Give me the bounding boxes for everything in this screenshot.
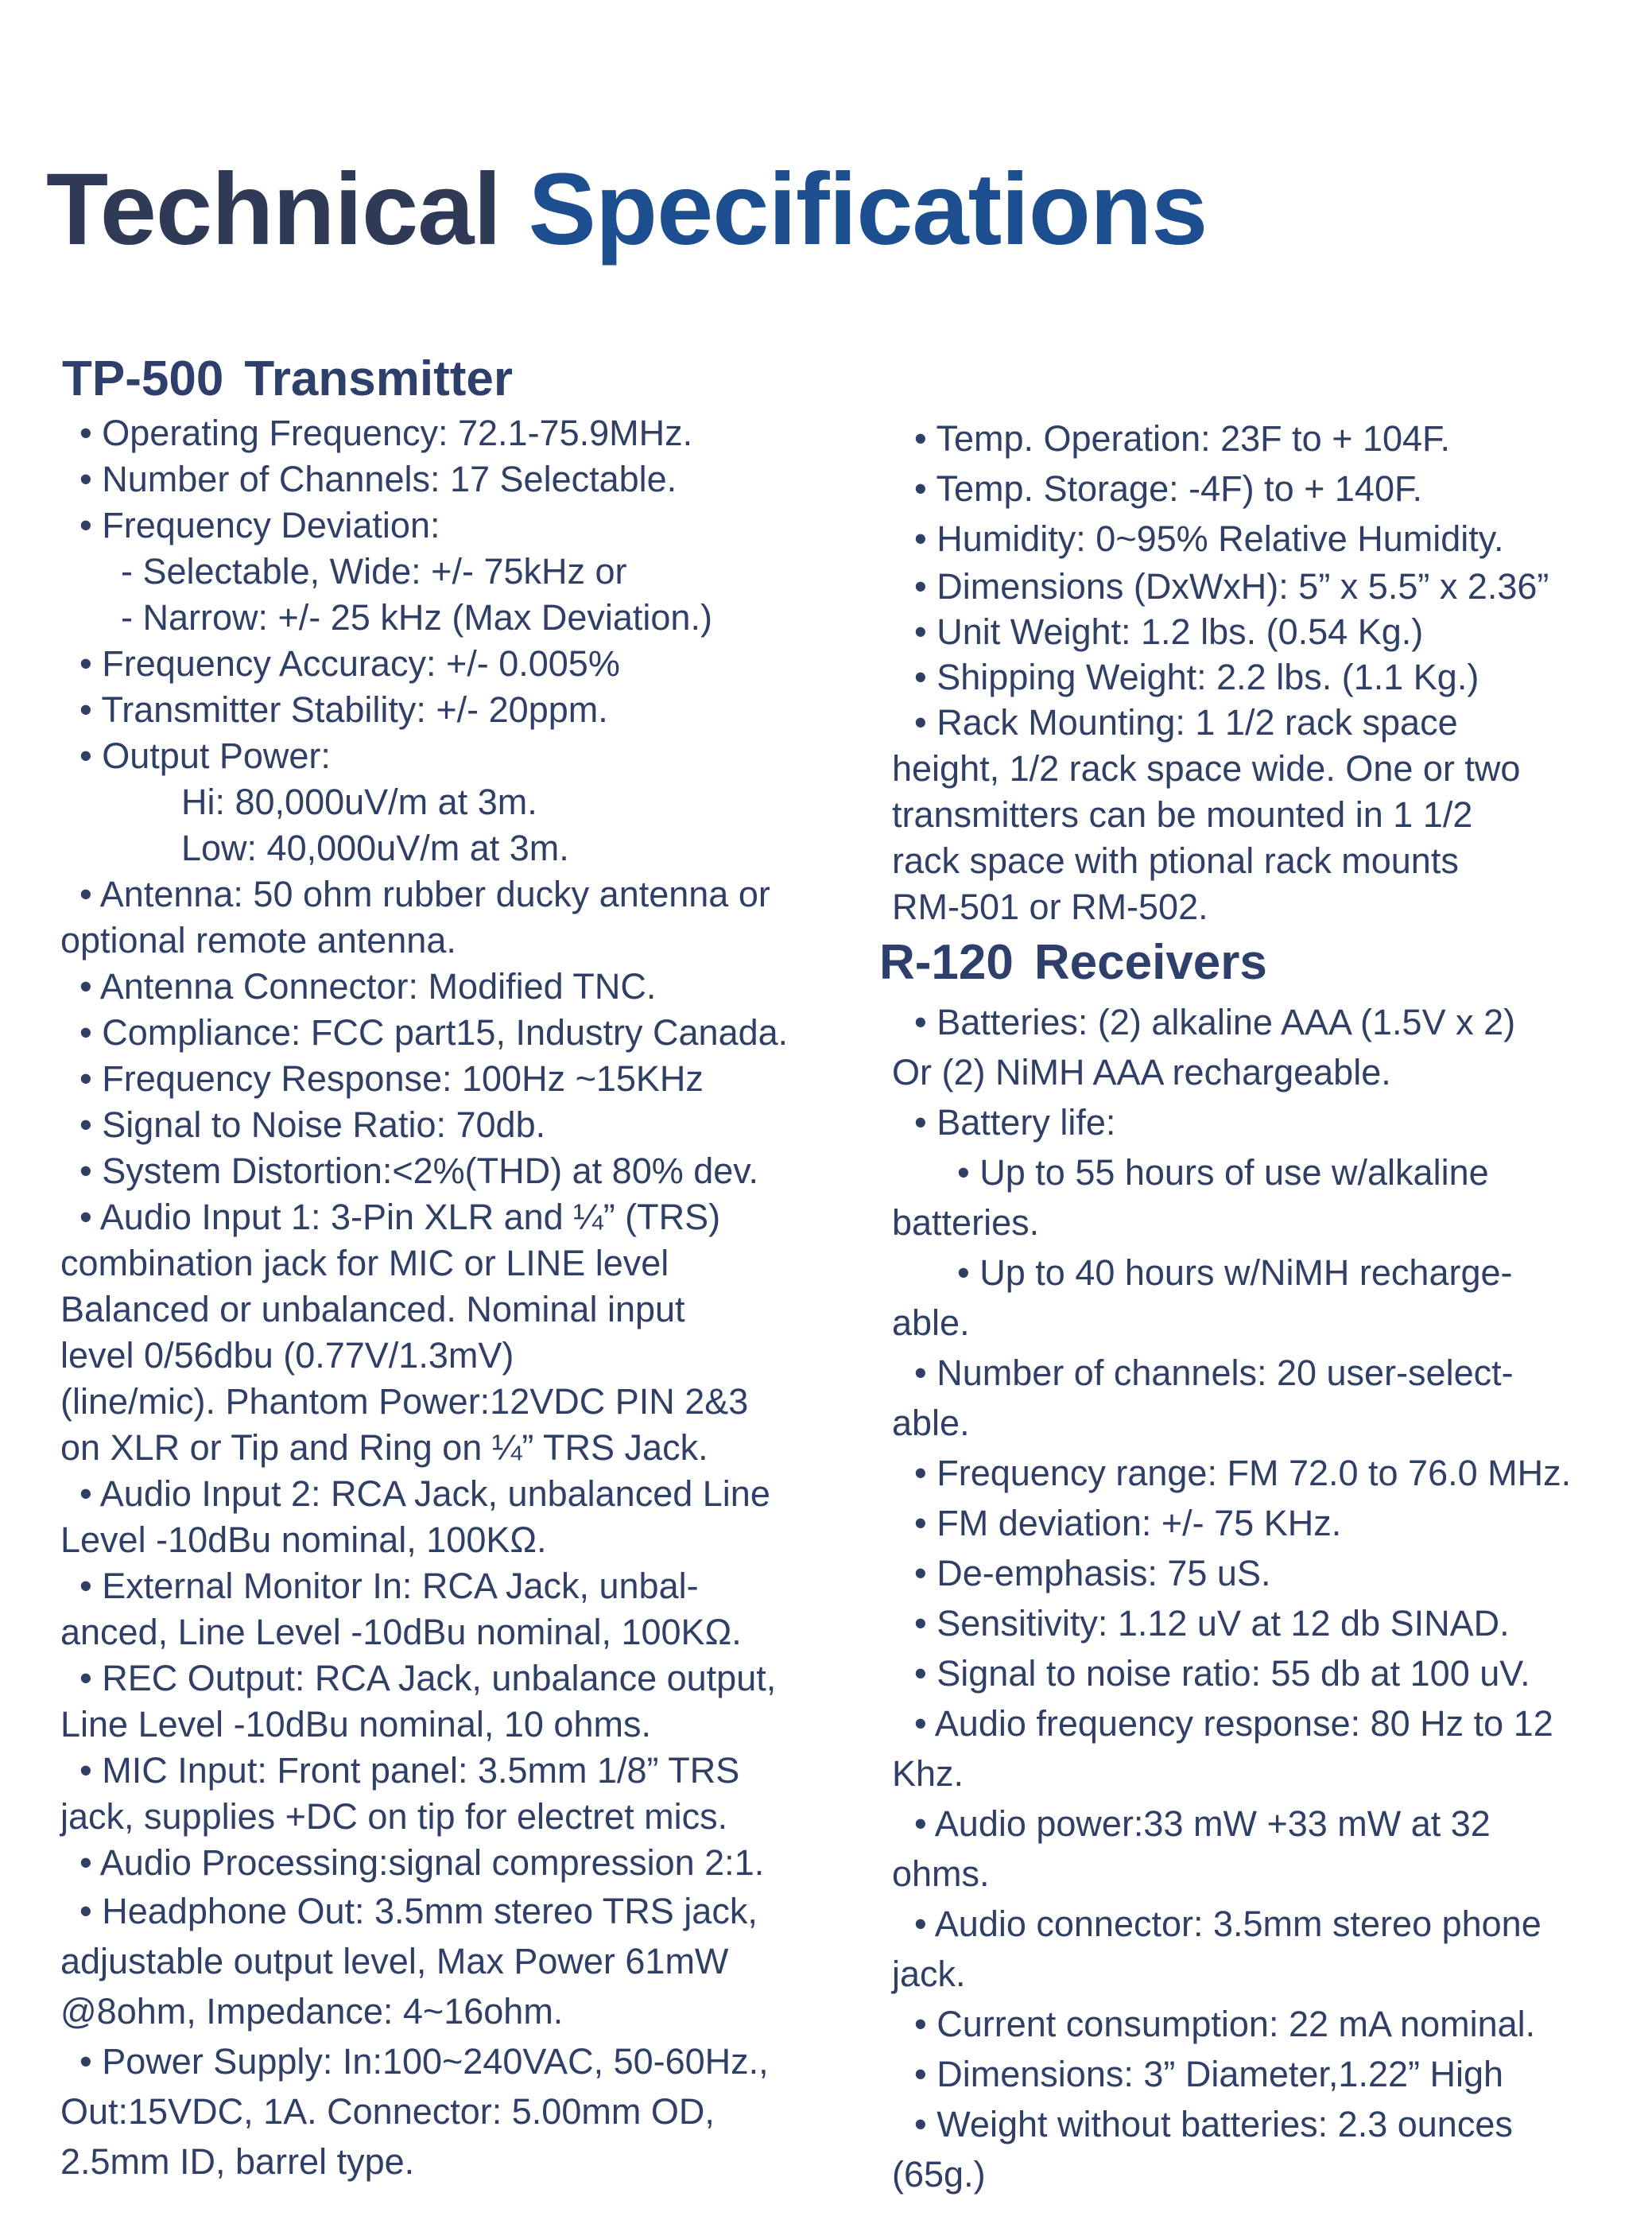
spec-line: (line/mic). Phantom Power:12VDC PIN 2&3 [60, 1381, 749, 1422]
spec-line: • Compliance: FCC part15, Industry Canada. [79, 1012, 789, 1053]
spec-line: • Number of channels: 20 user-select- [914, 1352, 1514, 1393]
spec-line: • REC Output: RCA Jack, unbalance output, [79, 1658, 777, 1698]
spec-line: batteries. [892, 1202, 1040, 1243]
spec-line: rack space with ptional rack mounts [892, 840, 1459, 881]
spec-line: • De-emphasis: 75 uS. [914, 1553, 1271, 1593]
spec-line: jack, supplies +DC on tip for electret mics. [60, 1796, 728, 1837]
receivers-heading [879, 935, 1639, 990]
transmitter-model: TP-500 [62, 351, 224, 406]
transmitter-spec-list [60, 410, 855, 2187]
spec-line: • Frequency Accuracy: +/- 0.005% [79, 643, 620, 684]
spec-line: • Up to 55 hours of use w/alkaline [957, 1152, 1489, 1193]
spec-line: on XLR or Tip and Ring on ¼” TRS Jack. [60, 1427, 708, 1468]
spec-line: able. [892, 1403, 970, 1443]
spec-line: • MIC Input: Front panel: 3.5mm 1/8” TRS [79, 1750, 740, 1791]
spec-line: • Humidity: 0~95% Relative Humidity. [914, 518, 1504, 559]
spec-line: • Battery life: [914, 1102, 1116, 1143]
spec-line: • Signal to noise ratio: 55 db at 100 uV. [914, 1653, 1530, 1694]
spec-line: • Transmitter Stability: +/- 20ppm. [79, 689, 608, 730]
spec-line: • Antenna: 50 ohm rubber ducky antenna or [79, 874, 770, 914]
spec-line: • Frequency range: FM 72.0 to 76.0 MHz. [914, 1453, 1572, 1493]
spec-line: ohms. [892, 1853, 990, 1894]
spec-line: - Selectable, Wide: +/- 75kHz or [121, 551, 627, 592]
transmitter-name: Transmitter [244, 351, 513, 406]
spec-line: • System Distortion:<2%(THD) at 80% dev. [79, 1151, 758, 1191]
transmitter-specs-column [60, 351, 855, 2187]
spec-line: Khz. [892, 1753, 964, 1794]
spec-line: • External Monitor In: RCA Jack, unbal- [79, 1566, 699, 1606]
spec-line: • Number of Channels: 17 Selectable. [79, 459, 677, 499]
spec-line: • Unit Weight: 1.2 lbs. (0.54 Kg.) [914, 611, 1424, 652]
spec-line: transmitters can be mounted in 1 1/2 [892, 794, 1473, 835]
spec-line: • FM deviation: +/- 75 KHz. [914, 1503, 1342, 1543]
spec-line: • Output Power: [79, 735, 331, 776]
transmitter-more-spec-list [892, 413, 1639, 930]
spec-line: • Shipping Weight: 2.2 lbs. (1.1 Kg.) [914, 657, 1479, 697]
spec-line: • Temp. Operation: 23F to + 104F. [914, 418, 1451, 459]
spec-line: adjustable output level, Max Power 61mW [60, 1941, 729, 1981]
spec-line: • Signal to Noise Ratio: 70db. [79, 1104, 546, 1145]
spec-line: level 0/56dbu (0.77V/1.3mV) [60, 1335, 514, 1376]
spec-line: • Antenna Connector: Modified TNC. [79, 966, 657, 1007]
spec-line: • Sensitivity: 1.12 uV at 12 db SINAD. [914, 1603, 1510, 1644]
spec-line: • Audio power:33 mW +33 mW at 32 [914, 1803, 1491, 1844]
spec-line: • Frequency Deviation: [79, 505, 440, 545]
spec-line: anced, Line Level -10dBu nominal, 100KΩ. [60, 1612, 742, 1652]
spec-line: jack. [892, 1954, 966, 1994]
spec-line: @8ohm, Impedance: 4~16ohm. [60, 1991, 564, 2032]
spec-line: • Audio frequency response: 80 Hz to 12 [914, 1703, 1553, 1744]
spec-line: height, 1/2 rack space wide. One or two [892, 748, 1521, 789]
spec-line: • Frequency Response: 100Hz ~15KHz [79, 1058, 704, 1099]
spec-line: Hi: 80,000uV/m at 3m. [181, 782, 537, 822]
spec-line: 2.5mm ID, barrel type. [60, 2141, 415, 2182]
receivers-name: Receivers [1033, 935, 1267, 990]
spec-line: • Headphone Out: 3.5mm stereo TRS jack, [79, 1891, 758, 1931]
receivers-model: R-120 [879, 935, 1014, 990]
page-title-word-specifications: Specifications [528, 153, 1208, 266]
spec-line: • Up to 40 hours w/NiMH recharge- [957, 1252, 1513, 1293]
receivers-spec-list [892, 997, 1639, 2199]
spec-line: • Batteries: (2) alkaline AAA (1.5V x 2) [914, 1002, 1516, 1042]
spec-line: combination jack for MIC or LINE level [60, 1243, 669, 1283]
spec-line: able. [892, 1302, 970, 1343]
right-specs-column [879, 413, 1639, 2199]
spec-line: Line Level -10dBu nominal, 10 ohms. [60, 1704, 651, 1744]
page-title [46, 153, 1208, 266]
spec-line: • Current consumption: 22 mA nominal. [914, 2004, 1536, 2044]
spec-line: Out:15VDC, 1A. Connector: 5.00mm OD, [60, 2091, 715, 2132]
transmitter-heading [62, 351, 855, 406]
spec-line: • Dimensions (DxWxH): 5” x 5.5” x 2.36” [914, 566, 1549, 607]
spec-line: optional remote antenna. [60, 920, 456, 961]
spec-line: (65g.) [892, 2154, 986, 2195]
spec-line: Level -10dBu nominal, 100KΩ. [60, 1519, 547, 1560]
spec-line: • Weight without batteries: 2.3 ounces [914, 2104, 1513, 2144]
spec-line: - Narrow: +/- 25 kHz (Max Deviation.) [121, 597, 712, 638]
spec-line: • Audio Input 2: RCA Jack, unbalanced Line [79, 1473, 770, 1514]
spec-line: • Temp. Storage: -4F) to + 140F. [914, 468, 1422, 509]
spec-line: Balanced or unbalanced. Nominal input [60, 1289, 685, 1329]
spec-line: • Rack Mounting: 1 1/2 rack space [914, 702, 1458, 743]
spec-line: Or (2) NiMH AAA rechargeable. [892, 1052, 1391, 1092]
page-title-word-technical: Technical [46, 153, 501, 266]
spec-line: RM-501 or RM-502. [892, 887, 1208, 927]
spec-line: Low: 40,000uV/m at 3m. [181, 828, 569, 868]
spec-line: • Power Supply: In:100~240VAC, 50-60Hz., [79, 2041, 769, 2082]
spec-line: • Audio connector: 3.5mm stereo phone [914, 1904, 1541, 1944]
spec-line: • Audio Input 1: 3-Pin XLR and ¼” (TRS) [79, 1197, 721, 1237]
spec-line: • Operating Frequency: 72.1-75.9MHz. [79, 413, 693, 453]
spec-line: • Dimensions: 3” Diameter,1.22” High [914, 2054, 1504, 2094]
spec-line: • Audio Processing:signal compression 2:1. [79, 1842, 765, 1883]
